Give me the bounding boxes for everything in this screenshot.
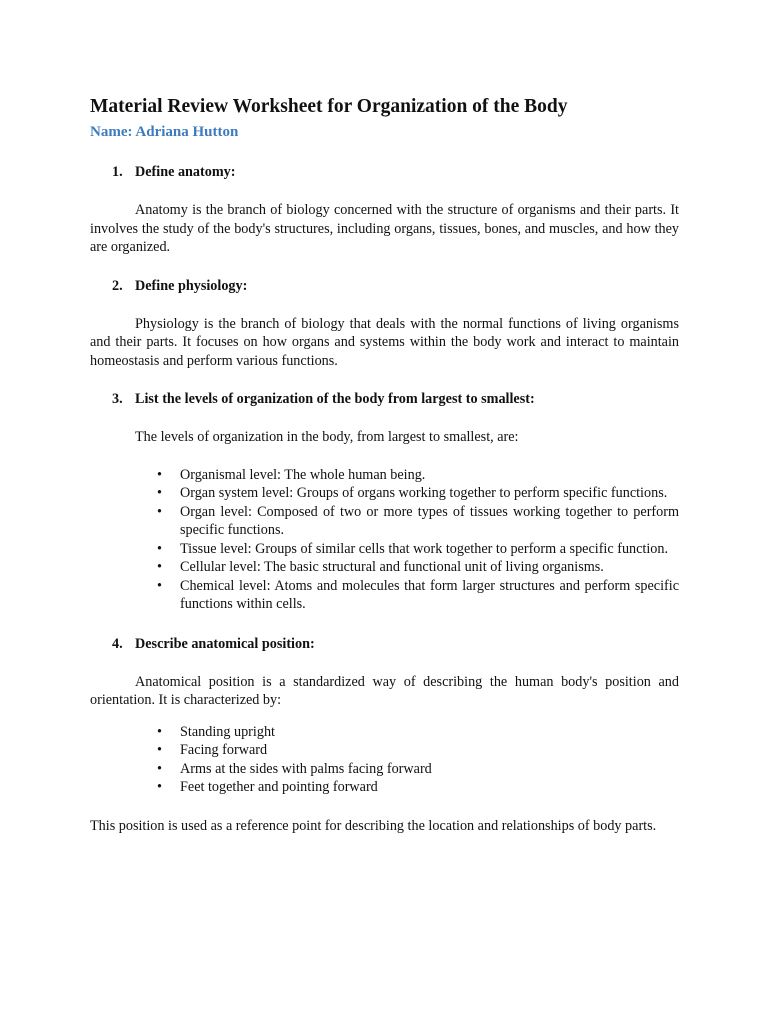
bullet-icon: • [157, 559, 162, 575]
question-4-closing: This position is used as a reference point for describing the location and relationships of body parts. [90, 817, 657, 834]
question-3-intro: The levels of organization in the body, from largest to smallest, are: [135, 429, 519, 445]
bullet-icon: • [157, 503, 162, 520]
question-text: Define anatomy: [135, 164, 236, 180]
question-3-heading [90, 390, 679, 409]
question-text: Describe anatomical position: [135, 635, 315, 652]
question-text: Define physiology: [135, 277, 248, 294]
list-item: • Organismal level: The whole human being. [157, 466, 426, 483]
question-text: List the levels of organization of the body from largest to smallest: [135, 391, 535, 407]
student-name: Name: Adriana Hutton [90, 124, 239, 140]
bullet-icon: • [157, 540, 162, 557]
list-item: • Standing upright [157, 723, 275, 740]
bullet-icon: • [157, 466, 162, 483]
question-4-answer: Anatomical position is a standardized way of describing the human body's position and orientation. It is characterized by: [90, 673, 679, 708]
question-2-answer: Physiology is the branch of biology that deals with the normal functions of living organisms and their parts. It focuses on how organs and systems within the body work and interact to maintain homeostasis and perform various functions. [90, 315, 679, 369]
anatomical-position-list [90, 723, 679, 797]
bullet-icon: • [157, 577, 162, 594]
question-number: 1. [112, 164, 123, 180]
list-item: • Tissue level: Groups of similar cells that work together to perform a specific function. [157, 540, 669, 557]
question-number: 4. [112, 635, 123, 652]
question-1-heading [90, 163, 679, 182]
list-item: • Organ level: Composed of two or more types of tissues working together to perform specific functions. [157, 503, 679, 538]
bullet-icon: • [157, 485, 162, 501]
list-item: • Cellular level: The basic structural and functional unit of living organisms. [157, 559, 604, 575]
organization-levels-list [90, 466, 679, 614]
list-item: • Chemical level: Atoms and molecules that form larger structures and perform specific functions within cells. [157, 577, 679, 612]
list-item: • Arms at the sides with palms facing forward [157, 760, 432, 777]
page-title: Material Review Worksheet for Organization of the Body [90, 96, 568, 117]
bullet-icon: • [157, 742, 162, 758]
bullet-icon: • [157, 760, 162, 777]
question-1-answer: Anatomy is the branch of biology concerned with the structure of organisms and their parts. It involves the study of the body's structures, including organs, tissues, bones, and muscles, and how they are organized. [90, 202, 679, 255]
question-2-heading [90, 277, 679, 296]
question-number: 2. [112, 277, 123, 294]
worksheet-page [90, 95, 679, 835]
list-item: • Facing forward [157, 742, 268, 758]
bullet-icon: • [157, 779, 162, 795]
list-item: • Feet together and pointing forward [157, 779, 378, 795]
question-number: 3. [112, 391, 123, 407]
bullet-icon: • [157, 723, 162, 740]
list-item: • Organ system level: Groups of organs working together to perform specific functions. [157, 485, 668, 501]
question-4-heading [90, 635, 679, 654]
